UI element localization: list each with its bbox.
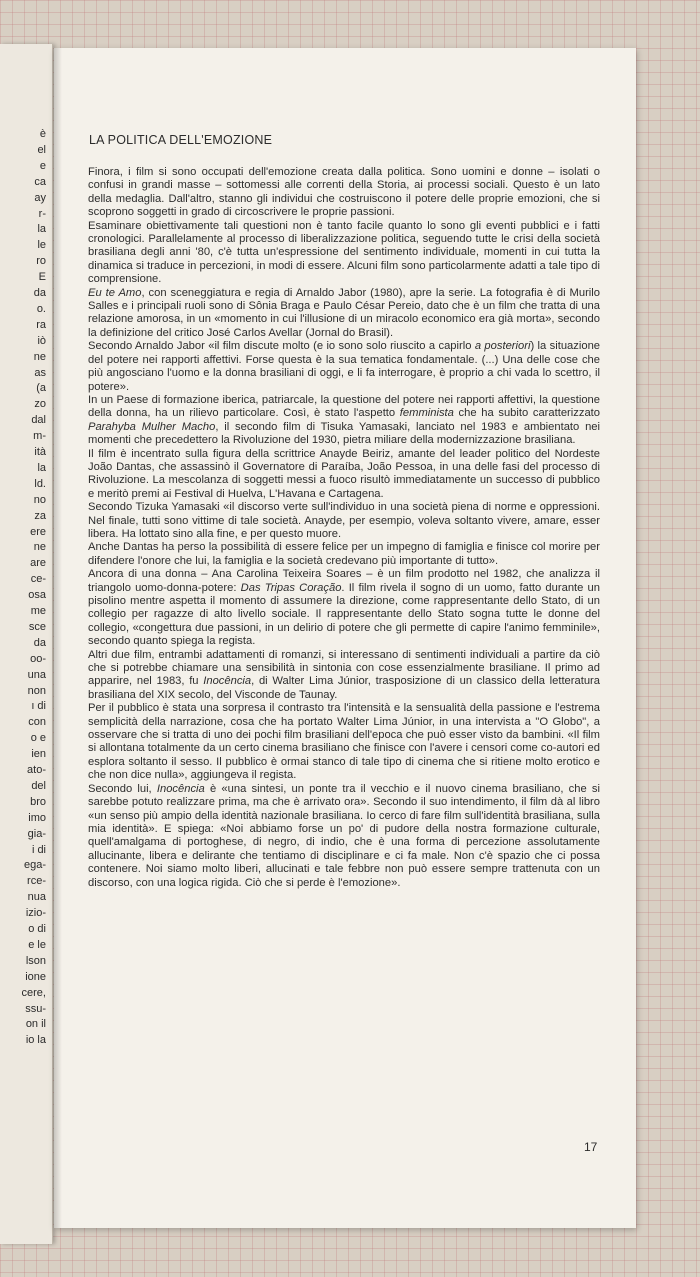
left-page-text-fragment: ità	[34, 446, 46, 458]
left-page-text-fragment: e	[39, 159, 46, 172]
left-page-text-fragment: bro	[30, 795, 46, 808]
paragraph: Anche Dantas ha perso la possibilità di essere felice per un impegno di famiglia e finisce col morire per difendere l'onore che lui, la famiglia e la società credevano più importante di tutto».	[88, 541, 600, 567]
paragraph: In un Paese di formazione iberica, patriarcale, la questione del potere nei rapporti affettivi, la questione della donna, ha un rilievo particolare. Così, è stato l'aspetto femminista che ha subito caratterizzato Parahyba Mulher Macho, il secondo film di Tisuka Yamasaki, lanciato nel 1983 e ambientato nei momenti che precedettero la Rivoluzione del 1930, pietra miliare della modernizzazione brasiliana.	[88, 393, 601, 447]
left-page-text-fragment: oo-	[30, 652, 46, 665]
left-page-text-fragment: izio-	[25, 907, 46, 920]
left-page-text-fragment: o.	[36, 302, 46, 315]
left-page-text-fragment: osa	[28, 589, 46, 602]
article-body	[88, 166, 600, 890]
left-page-text-fragment: as	[34, 366, 46, 379]
left-page-text-fragment: ra	[36, 318, 46, 331]
left-page-text-fragment: no	[33, 493, 46, 506]
paragraph: Altri due film, entrambi adattamenti di romanzi, si interessano di sentimenti individuali a partire da ciò che si potrebbe chiamare una sensibilità in sintonia con cose essenzialmente brasiliane. Il primo ad apparire, nel 1983, fu Inocência, di Walter Lima Júnior, trasposizione di un classico della letteratura brasiliana del XIX secolo, del Visconde de Taunay.	[88, 648, 600, 701]
left-page-text-fragment: zo	[34, 398, 46, 411]
left-page-text-fragment: da	[33, 287, 46, 299]
left-page-text-fragment: iò	[37, 334, 46, 347]
left-page-text-fragment: me	[30, 605, 46, 617]
paragraph: Finora, i film si sono occupati dell'emozione creata dalla politica. Sono uomini e donne – isolati o confusi in grandi masse – sottomessi alle correnti della Storia, ai processi sociali. Questo è un lato della medaglia. Dall'altro, stanno gli individui che costruiscono il potere delle proprie emozioni, che si scoprono soggetti in grado di circoscrivere le proprie passioni.	[88, 166, 600, 219]
left-page-text-fragment: imo	[28, 811, 46, 824]
left-page-text-fragment: ega-	[23, 859, 46, 872]
left-page-text-fragment: ro	[36, 255, 46, 268]
left-page-text-fragment: el	[37, 143, 46, 156]
paragraph: Esaminare obiettivamente tali questioni non è tanto facile quanto lo sono gli eventi pubblici e i fatti cronologici. Parallelamente al processo di liberalizzazione politica, seguendo tutte le crisi della società brasiliana degli anni '80, c'è tutta un'espressione del sentimento individuale, momenti in cui tutta la dinamica si traduce in percezioni, in modi di essere. Alcuni film sono particolarmente adatti a tale tipo di comprensione.	[88, 219, 600, 286]
left-page-text-fragment: ssu-	[25, 1002, 46, 1015]
paragraph: Eu te Amo, con sceneggiatura e regia di Arnaldo Jabor (1980), apre la serie. La fotografia è di Murilo Salles e i principali ruoli sono di Sônia Braga e Paulo César Pereio, dato che è un film che tratta di una relazione amorosa, in un «momento in cui l'illusione di un miracolo economico era già morta», secondo la definizione del critico José Carlos Avellar (Jornal do Brasil).	[88, 286, 600, 339]
left-page-text-fragment: da	[33, 636, 46, 649]
section-title: LA POLITICA DELL'EMOZIONE	[89, 133, 273, 147]
left-page-text-fragment: io la	[25, 1034, 46, 1047]
left-page-text-fragment: ld.	[34, 477, 46, 490]
left-page-text-fragment: i di	[31, 843, 46, 856]
left-page-text-fragment: o di	[28, 923, 46, 935]
previous-page-edge	[0, 44, 53, 1244]
left-page-text-fragment: m-	[33, 430, 46, 443]
left-page-text-fragment: ca	[34, 175, 46, 188]
left-page-text-fragment: cere,	[21, 986, 46, 999]
left-page-text-fragment: ere	[30, 525, 46, 538]
left-page-text-fragment: r-	[38, 207, 46, 220]
left-page-text-fragment: ay	[34, 191, 46, 204]
left-page-text-fragment: ne	[33, 350, 46, 363]
left-page-text-fragment: e le	[28, 938, 46, 951]
left-page-text-fragment: o e	[30, 732, 46, 745]
left-page-text-fragment: za	[34, 509, 46, 522]
book-page	[54, 48, 636, 1228]
left-page-text-fragment: ien	[31, 748, 46, 761]
left-page-text-fragment: lson	[25, 954, 46, 967]
film-title: Das Tripas Coração	[240, 581, 342, 594]
paragraph: Secondo lui, Inocência è «una sintesi, un ponte tra il vecchio e il nuovo cinema brasiliano, che si sarebbe potuto realizzare prima, ma che è arrivato ora». Secondo il suo intendimento, il film dà al libro «un senso più ampio della identità nazionale brasiliana. Io cerco di fare film sull'identità brasiliana, sulla mia identità». E spiega: «Noi abbiamo forse un po' di pudore della nostra formazione culturale, quell'amalgama di portoghese, di negro, di indio, che è una forma di percezione assolutamente allucinante, libera e delirante che tentiamo di disciplinare e ci fa male. Non c'è spazio che ci possa contenere. Noi siamo molto liberi, allucinati e tale febbre non può essere sempre trattenuta con un discorso, con una logica rigida. Ciò che si perde è l'emozione».	[88, 782, 600, 889]
left-page-text-fragment: una	[27, 668, 46, 681]
left-page-text-fragment: nua	[27, 891, 46, 904]
left-page-text-fragment: rce-	[27, 875, 46, 888]
left-page-text-fragment: dal	[31, 414, 46, 427]
left-page-text-fragment: ato-	[27, 764, 46, 776]
left-page-text-fragment: del	[31, 779, 46, 792]
film-title: Inocência	[203, 675, 252, 688]
left-page-text-fragment: are	[30, 557, 46, 570]
paragraph: Per il pubblico è stata una sorpresa il contrasto tra l'intensità e la sensualità della passione e l'estrema semplicità della narrazione, cosa che ha portato Walter Lima Júnior, in una intervista a "O Globo", a osservare che si tratta di uno dei pochi film brasiliani dell'epoca che può esser visto da bambini. «Il film si allontana totalmente da un certo cinema brasiliano che finisce con l'avere i censori come co-autori ed esplora soltanto il sesso. Il pubblico è ormai stanco di tale tipo di cinema che si ritiene molto erotico e che non dice nulla», aggiungeva il regista.	[88, 702, 600, 782]
paragraph: Secondo Tizuka Yamasaki «il discorso verte sull'individuo in una società piena di norme e oppressioni. Nel finale, tutti sono vittime di tale società. Anayde, per esempio, voleva soltanto vivere, amare, esser libera. Ha lottato sino alla fine, e per questo muore.	[88, 501, 600, 540]
film-title: Inocência	[156, 782, 205, 795]
left-page-text-fragment: (a	[36, 382, 46, 395]
left-page-text-fragment: ı di	[31, 700, 46, 713]
paragraph: Ancora di una donna – Ana Carolina Teixeira Soares – è un film prodotto nel 1982, che analizza il triangolo uomo-donna-potere: Das Tripas Coração. Il film rivela il sogno di un uomo, fatto durante un pisolino mentre aspetta il momento di assumere la direzione, come rappresentante dello Stato, di un collegio per ragazze di alto livello sociale. Il rappresentante dello Stato sogna tutte le donne del collegio, «congettura due passioni, in un delirio di potere che gli permette di capire l'animo femminile», secondo quanto spiega la regista.	[88, 568, 600, 648]
left-page-text-fragment: gia-	[27, 827, 46, 840]
left-page-text-fragment: non	[27, 684, 46, 697]
paragraph: Secondo Arnaldo Jabor «il film discute molto (e io sono solo riuscito a capirlo a posteriori) la situazione del potere nei rapporti affettivi. Forse questa è la sua tematica fondamentale. (...) Una delle cose che più angosciano l'uomo e la donna brasiliani di oggi, e li fa interrogare, è proprio a chi vada lo scettro, il potere».	[88, 340, 601, 393]
left-page-text-fragment: ione	[25, 970, 46, 983]
left-page-text-fragment: ne	[33, 541, 46, 554]
film-title: Parahyba Mulher Macho	[88, 420, 216, 433]
left-page-text-fragment: E	[38, 271, 46, 284]
page-gutter-shadow	[54, 48, 62, 1228]
paragraph: Il film è incentrato sulla figura della scrittrice Anayde Beiriz, amante del leader politico del Nordeste João Dantas, che assassinò il Governatore di Paraíba, João Pessoa, in una delle fasi del processo di Rivoluzione. La mescolanza di soggetti messi a fuoco risultò immediatamente un successo di pubblico e meritò premi ai Festival di Huelva, L'Havana e Cartagena.	[88, 447, 600, 500]
left-page-text-fragment: la	[37, 461, 46, 474]
film-title: Eu te Amo	[88, 286, 142, 299]
left-page-text-fragment: sce	[28, 620, 46, 633]
left-page-text-fragment: con	[28, 716, 46, 729]
left-page-text-fragment: è	[39, 128, 46, 140]
left-page-text-fragment: la	[37, 223, 46, 236]
left-page-text-fragment: ce-	[30, 573, 46, 586]
left-page-text-fragment: on il	[25, 1018, 46, 1031]
page-number: 17	[584, 1140, 598, 1154]
left-page-text-fragment: le	[37, 239, 46, 252]
